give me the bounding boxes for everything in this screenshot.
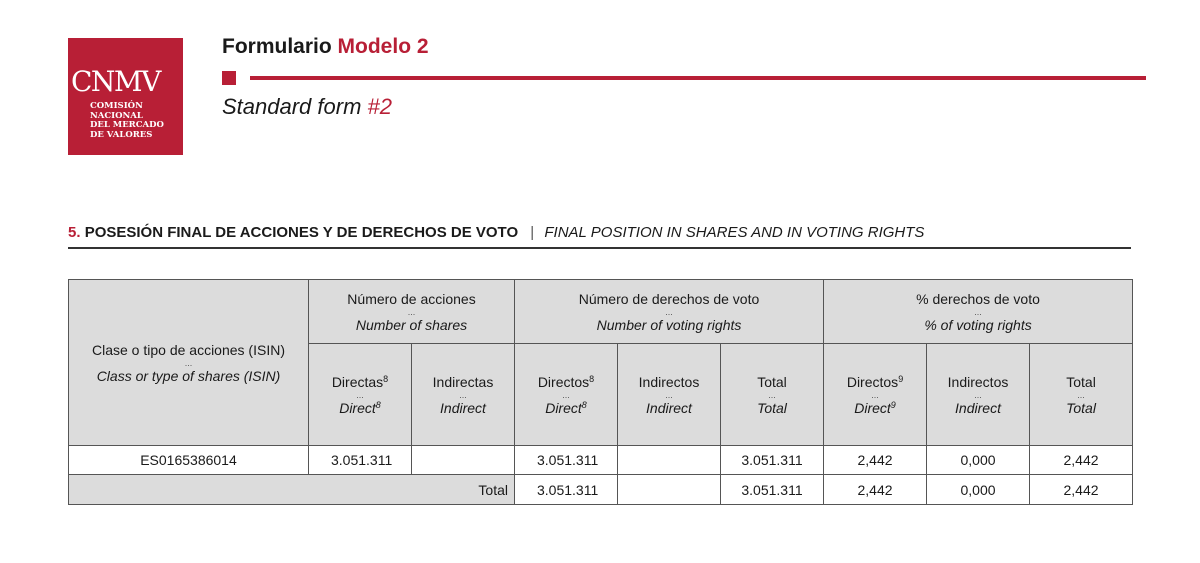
sub-label-en: Total xyxy=(1066,399,1096,416)
sub-label-es: Directos xyxy=(537,373,590,390)
sub-label-es: Total xyxy=(1066,373,1096,390)
sub-label-en: Indirect xyxy=(646,399,692,416)
total-votes-indirect xyxy=(618,475,721,505)
header-dots: ... xyxy=(665,306,673,317)
total-pct-direct: 2,442 xyxy=(824,475,927,505)
sub-label-es: Total xyxy=(757,373,787,390)
header-votes xyxy=(515,280,824,344)
cell-votes-direct: 3.051.311 xyxy=(515,446,618,475)
footnote-ref: 8 xyxy=(581,399,587,410)
subheader-shares-indirect xyxy=(412,344,515,446)
sub-label-es: Directos xyxy=(846,373,899,390)
section-number: 5. xyxy=(68,224,81,241)
section-heading xyxy=(68,224,1131,249)
total-votes-total: 3.051.311 xyxy=(721,475,824,505)
cell-pct-total: 2,442 xyxy=(1030,446,1133,475)
form-title xyxy=(222,35,429,59)
logo-line: DEL MERCADO xyxy=(90,120,164,131)
header-shares-en: Number of shares xyxy=(355,316,468,333)
header-dots: ... xyxy=(871,389,879,400)
cell-pct-direct: 2,442 xyxy=(824,446,927,475)
logo-line: DE VALORES xyxy=(90,129,153,140)
header-class-es: Clase o tipo de acciones (ISIN) xyxy=(92,341,285,358)
header-pct xyxy=(824,280,1133,344)
header-dots: ... xyxy=(768,389,776,400)
header-votes-es: Número de derechos de voto xyxy=(578,290,760,307)
cnmv-logo xyxy=(68,38,183,155)
header-shares-es: Número de acciones xyxy=(347,290,476,307)
sub-label-es: Indirectos xyxy=(638,373,700,390)
sub-label-es: Indirectas xyxy=(432,373,494,390)
logo-text xyxy=(90,102,182,140)
form-subtitle-accent: #2 xyxy=(367,94,393,119)
cell-isin: ES0165386014 xyxy=(69,446,309,475)
section-title-es: POSESIÓN FINAL DE ACCIONES Y DE DERECHOS DE VOTO xyxy=(84,224,519,241)
logo-abbr: CNMV xyxy=(71,65,160,98)
total-votes-direct: 3.051.311 xyxy=(515,475,618,505)
header-dots: ... xyxy=(407,306,416,317)
sub-label-en: Direct xyxy=(545,399,582,416)
footnote-ref: 9 xyxy=(898,373,904,384)
total-label: Total xyxy=(69,475,515,505)
total-pct-indirect: 0,000 xyxy=(927,475,1030,505)
total-pct-total: 2,442 xyxy=(1030,475,1133,505)
sub-label-en: Indirect xyxy=(955,399,1001,416)
subheader-votes-total xyxy=(721,344,824,446)
form-subtitle xyxy=(222,94,392,120)
footnote-ref: 8 xyxy=(375,399,381,410)
cell-votes-indirect xyxy=(618,446,721,475)
header-dots: ... xyxy=(562,389,570,400)
logo-line: NACIONAL xyxy=(90,110,143,121)
header-dots: ... xyxy=(1077,389,1085,400)
footnote-ref: 8 xyxy=(589,373,595,384)
final-position-table xyxy=(68,279,1133,505)
subheader-votes-direct xyxy=(515,344,618,446)
cell-shares-indirect xyxy=(412,446,515,475)
subheader-pct-direct xyxy=(824,344,927,446)
header-votes-en: Number of voting rights xyxy=(596,316,742,333)
sub-label-en: Indirect xyxy=(440,399,486,416)
header-dots: ... xyxy=(356,389,364,400)
footnote-ref: 8 xyxy=(383,373,389,384)
cell-votes-total: 3.051.311 xyxy=(721,446,824,475)
sub-label-en: Direct xyxy=(854,399,891,416)
table-row xyxy=(69,446,1133,475)
form-title-prefix: Formulario xyxy=(222,35,332,58)
form-subtitle-prefix: Standard form xyxy=(222,94,362,119)
sub-label-en: Direct xyxy=(339,399,376,416)
header-shares xyxy=(309,280,515,344)
header-class xyxy=(69,280,309,446)
form-title-accent: Modelo 2 xyxy=(337,35,429,58)
header-dots: ... xyxy=(459,389,467,400)
subheader-shares-direct xyxy=(309,344,412,446)
logo-line: COMISIÓN xyxy=(90,101,143,111)
sub-label-en: Total xyxy=(757,399,787,416)
header-dots: ... xyxy=(665,389,673,400)
footnote-ref: 9 xyxy=(890,399,896,410)
subheader-pct-total xyxy=(1030,344,1133,446)
sub-label-es: Directas xyxy=(331,373,384,390)
header-pct-es: % derechos de voto xyxy=(916,290,1040,307)
sub-label-es: Indirectos xyxy=(947,373,1009,390)
subheader-votes-indirect xyxy=(618,344,721,446)
header-dots: ... xyxy=(974,389,982,400)
title-rule xyxy=(250,76,1146,80)
subheader-pct-indirect xyxy=(927,344,1030,446)
section-title-en: FINAL POSITION IN SHARES AND IN VOTING RIGHTS xyxy=(544,224,925,241)
cell-pct-indirect: 0,000 xyxy=(927,446,1030,475)
header-pct-en: % of voting rights xyxy=(924,316,1032,333)
header-class-en: Class or type of shares (ISIN) xyxy=(96,367,281,384)
title-bullet xyxy=(222,71,236,85)
section-separator: | xyxy=(530,224,535,241)
table-total-row xyxy=(69,475,1133,505)
header-dots: ... xyxy=(974,306,982,317)
cell-shares-direct: 3.051.311 xyxy=(309,446,412,475)
header-dots: ... xyxy=(184,357,193,368)
